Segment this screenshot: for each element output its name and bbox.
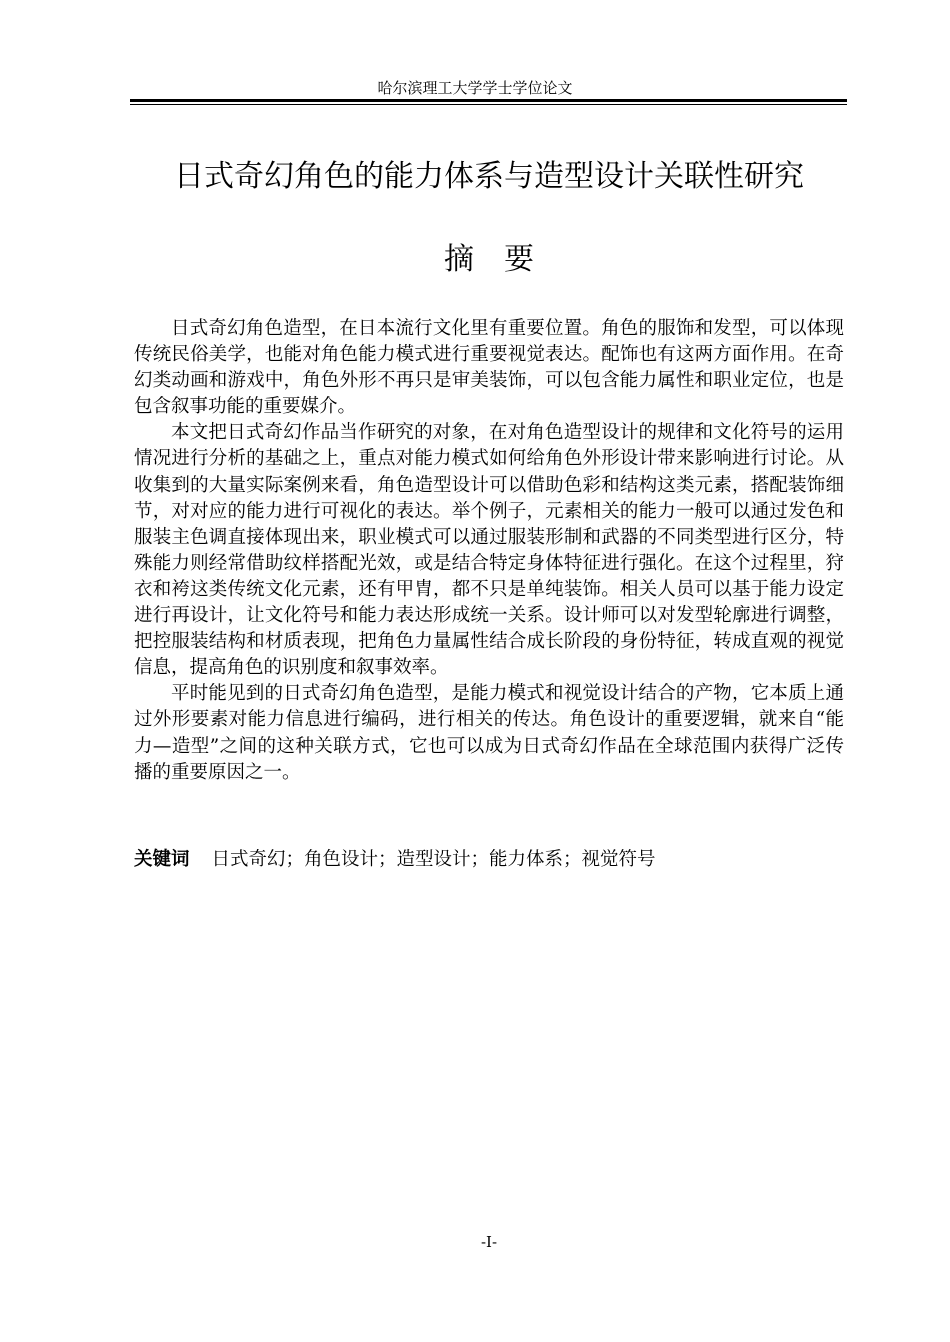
page-number: -I-: [480, 1233, 498, 1251]
abstract-body: [134, 316, 844, 786]
abstract-heading-left: 摘: [444, 242, 474, 277]
header-rule-thin: [130, 104, 847, 105]
abstract-paragraph-3: 平时能见到的日式奇幻角色造型，是能力模式和视觉设计结合的产物，它本质上通过外形要素对能力信息进行编码，进行相关的传达。角色设计的重要逻辑，就来自“能力—造型”之间的这种关联方式，它也可以成为日式奇幻作品在全球范围内获得广泛传播的重要原因之一。: [134, 683, 844, 783]
abstract-paragraph-1: 日式奇幻角色造型，在日本流行文化里有重要位置。角色的服饰和发型，可以体现传统民俗美学，也能对角色能力模式进行重要视觉表达。配饰也有这两方面作用。在奇幻类动画和游戏中，角色外形不再只是审美装饰，可以包含能力属性和职业定位，也是包含叙事功能的重要媒介。: [134, 318, 844, 418]
paper-title: 日式奇幻角色的能力体系与造型设计关联性研究: [174, 159, 804, 194]
header-rule-thick: [130, 99, 847, 102]
keywords-text: 日式奇幻；角色设计；造型设计；能力体系；视觉符号: [211, 849, 656, 870]
abstract-heading: [0, 238, 950, 282]
keywords-line: [134, 847, 844, 873]
abstract-paragraph-2: 本文把日式奇幻作品当作研究的对象，在对角色造型设计的规律和文化符号的运用情况进行分析的基础之上，重点对能力模式如何给角色外形设计带来影响进行讨论。从收集到的大量实际案例来看，角色造型设计可以借助色彩和结构这类元素，搭配装饰细节，对对应的能力进行可视化的表达。举个例子，元素相关的能力一般可以通过发色和服装主色调直接体现出来，职业模式可以通过服装形制和武器的不同类型进行区分，特殊能力则经常借助纹样搭配光效，或是结合特定身体特征进行强化。在这个过程里，狩衣和袴这类传统文化元素，还有甲胄，都不只是单纯装饰。相关人员可以基于能力设定进行再设计，让文化符号和能力表达形成统一关系。设计师可以对发型轮廓进行调整，把控服装结构和材质表现，把角色力量属性结合成长阶段的身份特征，转成直观的视觉信息，提高角色的识别度和叙事效率。: [134, 422, 844, 679]
keywords-label: 关键词: [134, 849, 190, 870]
running-header: 哈尔滨理工大学学士学位论文: [377, 79, 573, 97]
abstract-heading-right: 要: [504, 242, 534, 277]
